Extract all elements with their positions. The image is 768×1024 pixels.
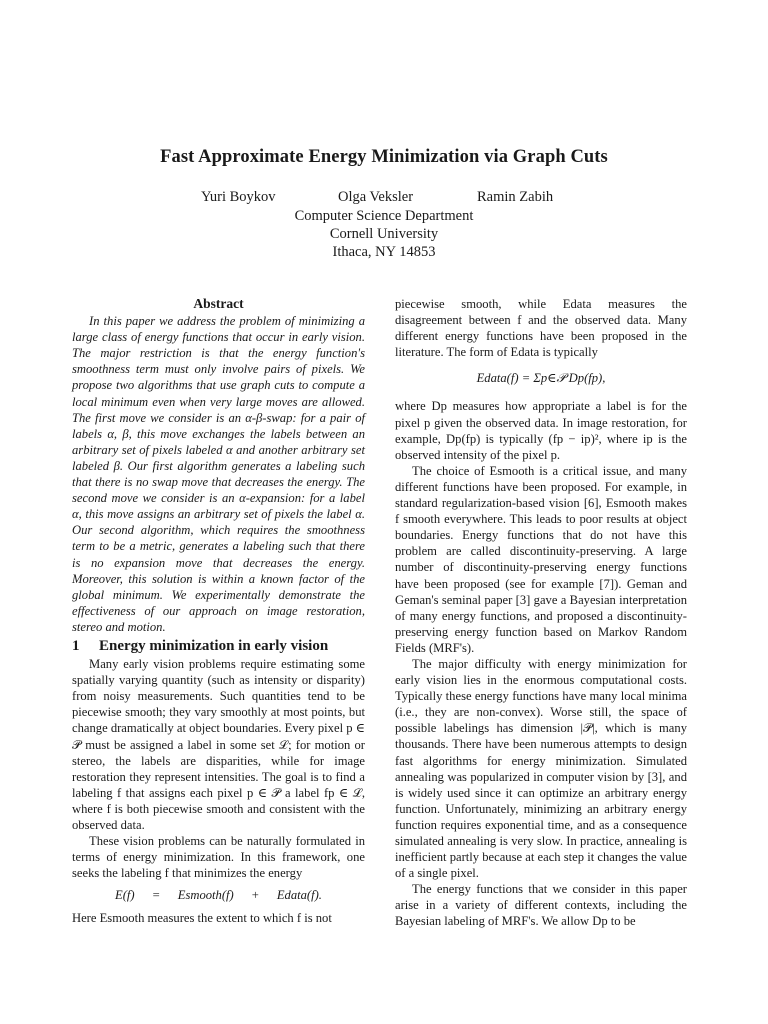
equation-lhs: E(f): [115, 888, 135, 903]
section-number: 1: [72, 637, 80, 654]
body-paragraph: Many early vision problems require estimating some spatially varying quantity (such as intensity or disparity) from noisy measurements. Such quantities tend to be piecewise smooth; they vary smoothly at most points, but change dramatically at object boundaries. Every pixel p ∈ 𝒫 must be assigned a label in some set ℒ; for motion or stereo, the labels are disparities, while for image restoration they represent intensities. The goal is to find a labeling f that assigns each pixel p ∈ 𝒫 a label fp ∈ ℒ, where f is both piecewise smooth and consistent with the observed data.: [72, 657, 365, 832]
author-name: Ramin Zabih: [477, 189, 554, 205]
section-heading: [72, 638, 365, 654]
body-paragraph: piecewise smooth, while Edata measures the disagreement between f and the observed data. Many different energy functions have been proposed in the literature. The form of Edata is typically: [395, 297, 687, 360]
energy-equation: [72, 887, 365, 903]
affiliation: [0, 207, 768, 261]
affiliation-line: Computer Science Department: [294, 208, 474, 224]
abstract: [72, 313, 365, 635]
body-paragraph: The choice of Esmooth is a critical issue, and many different functions have been proposed. For example, in standard regularization-based vision [6], Esmooth makes f smooth everywhere. This leads to poor results at object boundaries. Energy functions that do not have this problem are called discontinuity-preserving. A large number of discontinuity-preserving energy functions have been proposed (see for example [7]). Geman and Geman's seminal paper [3] gave a Bayesian interpretation of many energy functions, and proposed a discontinuity-preserving energy function based on Markov Random Fields (MRF's).: [395, 463, 687, 655]
section-title: Energy minimization in early vision: [99, 637, 329, 654]
author-name: Olga Veksler: [338, 189, 414, 205]
affiliation-line: Ithaca, NY 14853: [332, 244, 436, 260]
body-paragraph: The major difficulty with energy minimization for early vision lies in the enormous computational costs. Typically these energy functions have many local minima (i.e., they are non-convex). Worse still, the space of possible labelings has dimension |𝒫|, which is many thousands. There have been numerous attempts to design fast algorithms for energy minimization. Simulated annealing was popularized in computer vision by [3], and is widely used since it can optimize an arbitrary energy function. Unfortunately, minimizing an arbitrary energy function requires exponential time, and as a consequence simulated annealing is very slow. In practice, annealing is inefficient partly because at each step it changes the value of a single pixel.: [395, 656, 687, 881]
equation-term: Esmooth(f): [177, 888, 234, 903]
body-paragraph: These vision problems can be naturally formulated in terms of energy minimization. In this framework, one seeks the labeling f that minimizes the energy: [72, 834, 365, 881]
author-list: [0, 189, 768, 209]
abstract-heading: Abstract: [193, 296, 244, 311]
paper-title: Fast Approximate Energy Minimization via Graph Cuts: [160, 147, 608, 167]
body-paragraph: where Dp measures how appropriate a label is for the pixel p given the observed data. In image restoration, for example, Dp(fp) is typically (fp − ip)², where ip is the observed intensity of the pixel p.: [395, 399, 687, 462]
equation-equals: =: [152, 888, 160, 903]
body-paragraph: Here Esmooth measures the extent to which f is not: [72, 911, 332, 926]
author-name: Yuri Boykov: [201, 189, 276, 205]
right-column: [395, 296, 687, 930]
left-column: [72, 296, 365, 927]
equation-plus: +: [251, 888, 259, 903]
data-term-equation: Edata(f) = Σp∈𝒫 Dp(fp),: [476, 371, 606, 386]
abstract-text: In this paper we address the problem of minimizing a large class of energy functions that occur in early vision. The major restriction is that the energy function's smoothness term must only involve pairs of pixels. We propose two algorithms that use graph cuts to compute a local minimum even when very large moves are allowed. The first move we consider is an α-β-swap: for a pair of labels α, β, this move exchanges the labels between an arbitrary set of pixels labeled α and another arbitrary set labeled β. Our first algorithm generates a labeling such that there is no swap move that decreases the energy. The second move we consider is an α-expansion: for a label α, this move assigns an arbitrary set of pixels the label α. Our second algorithm, which requires the smoothness term to be a metric, generates a labeling such that there is no expansion move that decreases the energy. Moreover, this solution is within a known factor of the global minimum. We experimentally demonstrate the effectiveness of our approach on image restoration, stereo and motion.: [72, 314, 365, 634]
equation-term: Edata(f).: [276, 888, 322, 903]
affiliation-line: Cornell University: [329, 226, 439, 242]
body-paragraph: The energy functions that we consider in this paper arise in a variety of different contexts, including the Bayesian labeling of MRF's. We allow Dp to be: [395, 882, 687, 929]
